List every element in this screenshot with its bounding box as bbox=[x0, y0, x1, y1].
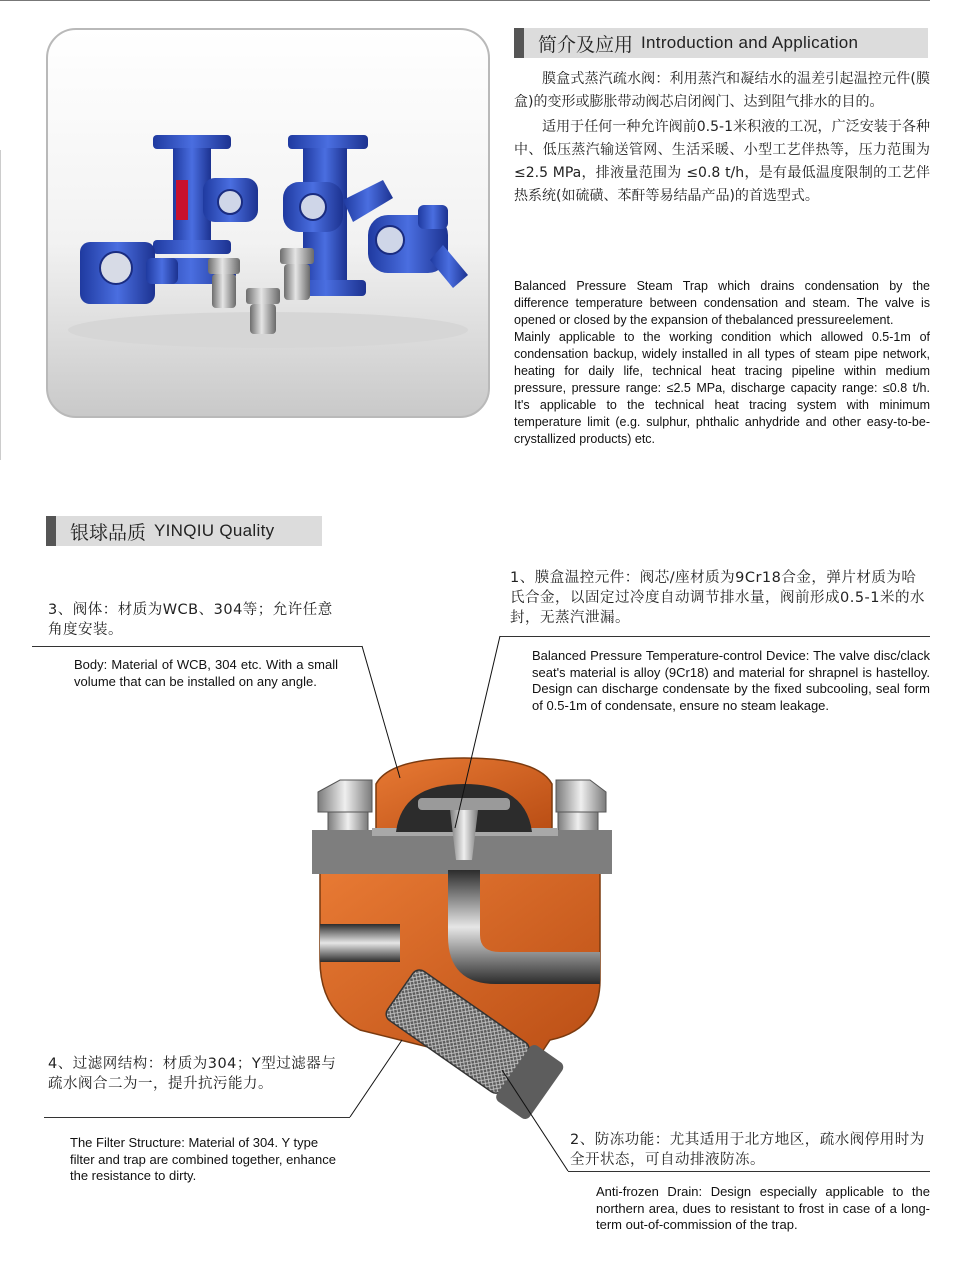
threaded-trap-right bbox=[368, 205, 468, 288]
intro-cn-paragraph: 膜盒式蒸汽疏水阀：利用蒸汽和凝结水的温差引起温控元件(膜盒)的变形或膨胀带动阀芯启闭阀门、达到阻气排水的目的。 bbox=[514, 71, 930, 110]
feature-3-en: Body: Material of WCB, 304 etc. With a small volume that can be installed on any angle. bbox=[74, 657, 338, 689]
intro-cn-paragraph: 适用于任何一种允许阀前0.5-1米积液的工况，广泛安装于各种中、低压蒸汽输送管网、生活采暖、小型工艺伴热等，压力范围为 ≤2.5 MPa，排液量范围为 ≤0.8 t/h，是有最低温度限制的工艺伴热系统(如硫磺、苯酐等易结晶产品)的首选型式。 bbox=[514, 119, 930, 204]
intro-en-paragraph: Balanced Pressure Steam Trap which drains condensation by the difference temperature between condensation and steam. The valve is opened or closed by the expansion of thebalanced pressureelement. bbox=[514, 279, 930, 327]
inlet-passage bbox=[320, 924, 400, 962]
feature-3-rule bbox=[32, 646, 362, 647]
quality-title-en: YINQIU Quality bbox=[154, 521, 275, 540]
feature-1-rule bbox=[500, 636, 930, 637]
quality-title-cn: 银球品质 bbox=[70, 521, 147, 544]
intro-title-cn: 简介及应用 bbox=[538, 33, 634, 56]
cutaway-trap-diagram bbox=[300, 740, 630, 1130]
feature-2-en: Anti-frozen Drain: Design especially applicable to the northern area, dues to resistant to frost in case of a long-term out-of-commission of the trap. bbox=[596, 1184, 930, 1232]
intro-title-bar bbox=[514, 28, 928, 58]
intro-en-text bbox=[514, 278, 930, 448]
intro-title-en: Introduction and Application bbox=[641, 33, 859, 52]
title-bar-marker bbox=[46, 516, 56, 546]
feature-2-rule bbox=[568, 1171, 930, 1172]
feature-3-cn: 3、阀体：材质为WCB、304等；允许任意角度安装。 bbox=[48, 602, 333, 638]
intro-en-paragraph: Mainly applicable to the working condition which allowed 0.5-1m of condensation backup, widely installed in all types of steam pipe network, heating for daily life, technical heat tracing pipeline within medium pressure, pressure range: ≤2.5 MPa, discharge capacity range: ≤0.8 t/h. It's applicable to the technical heat tracing system with minimum temperature limit (e.g. sulphur, phthalic anhydride and other easy-to-be-crystallized products) etc. bbox=[514, 330, 930, 446]
steam-trap-products-image bbox=[48, 30, 488, 416]
feature-4-cn: 4、过滤网结构：材质为304；Y型过滤器与疏水阀合二为一，提升抗污能力。 bbox=[48, 1056, 337, 1092]
feature-2-cn: 2、防冻功能：尤其适用于北方地区，疏水阀停用时为全开状态，可自动排液防冻。 bbox=[570, 1132, 925, 1168]
product-photo bbox=[46, 28, 490, 418]
feature-1-cn: 1、膜盒温控元件：阀芯/座材质为9Cr18合金，弹片材质为哈氏合金，以固定过冷度自动调节排水量，阀前形成0.5-1米的水封，无蒸汽泄漏。 bbox=[510, 570, 926, 626]
intro-cn-text bbox=[514, 68, 930, 208]
top-rule bbox=[0, 0, 930, 1]
title-bar-marker bbox=[514, 28, 524, 58]
quality-title-bar bbox=[46, 516, 322, 546]
feature-4-en: The Filter Structure: Material of 304. Y type filter and trap are combined together, enhance the resistance to dirty. bbox=[70, 1135, 336, 1183]
feature-1-en: Balanced Pressure Temperature-control Device: The valve disc/clack seat's material is alloy (9Cr18) and material for shrapnel is hastelloy. Design can discharge condensate by the fixed subcooling, seal form of 0.5-1m of condensate, ensure no steam leakage. bbox=[532, 648, 930, 713]
left-margin-rule bbox=[0, 150, 1, 460]
